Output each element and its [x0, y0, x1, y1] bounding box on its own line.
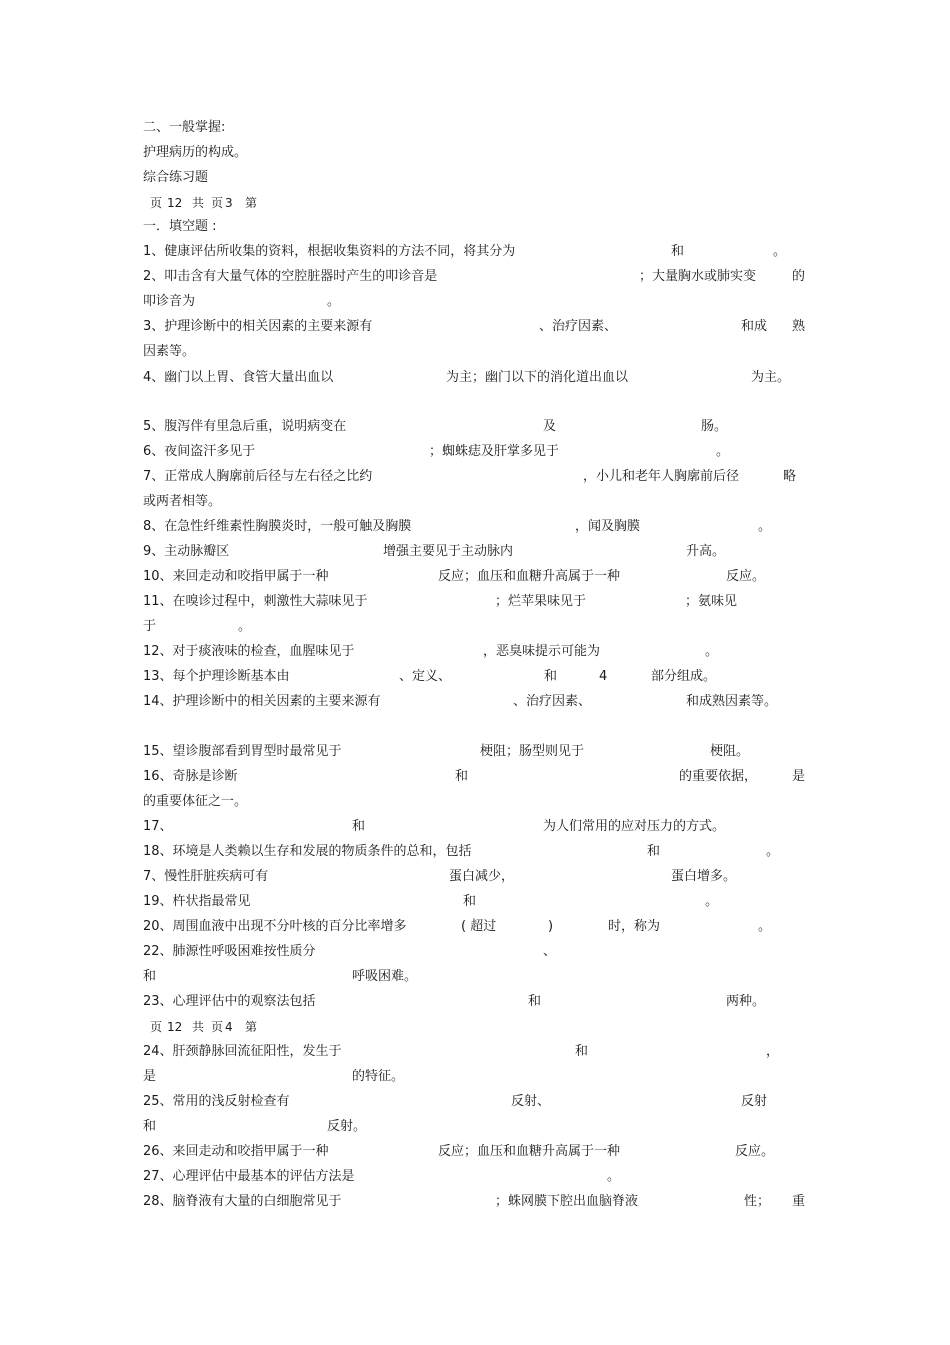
q7-text: 7、正常成人胸廓前后径与左右径之比约 — [143, 469, 373, 484]
q3-text: 3、护理诊断中的相关因素的主要来源有 — [143, 319, 373, 334]
q28-mid: ；蛛网膜下腔出血脑脊液 — [495, 1194, 639, 1209]
page-marker-gong: 共 — [192, 196, 205, 210]
q10-mid: 反应；血压和血糖升高属于一种 — [438, 569, 621, 584]
q3-he: 和成 — [741, 319, 768, 334]
q15-line — [143, 741, 808, 763]
q14-mid: 、治疗因素、 — [513, 694, 592, 709]
q24-end: 的特征。 — [352, 1069, 405, 1084]
q24-he: 和 — [575, 1044, 589, 1059]
q26-mid: 反应；血压和血糖升高属于一种 — [438, 1144, 621, 1159]
q7-text-2: 或两者相等。 — [143, 494, 222, 509]
q22-he: 和 — [143, 969, 157, 984]
q2-end: 。 — [327, 294, 341, 309]
section-title-line — [143, 216, 808, 238]
q2-text-2: 叩诊音为 — [143, 294, 196, 309]
q19-end: 。 — [705, 894, 719, 909]
q17-text: 17、 — [143, 819, 173, 834]
general-heading-line — [143, 117, 808, 139]
q5-line — [143, 416, 808, 438]
q20-close: ) — [548, 919, 554, 934]
q18-end: 。 — [766, 844, 780, 859]
page-marker-gong: 共 — [192, 1020, 205, 1034]
q25-line-2 — [143, 1116, 808, 1138]
q19-he: 和 — [463, 894, 477, 909]
q24-text: 24、肝颈静脉回流征阳性，发生于 — [143, 1044, 342, 1059]
q11-line — [143, 591, 808, 613]
q10-line — [143, 566, 808, 588]
q17-he: 和 — [352, 819, 366, 834]
page-marker-total: 12 — [167, 196, 183, 210]
q16-line — [143, 766, 808, 788]
q6-line — [143, 441, 808, 463]
q14-text: 14、护理诊断中的相关因素的主要来源有 — [143, 694, 381, 709]
q12-mid: ，恶臭味提示可能为 — [483, 644, 601, 659]
q3-line — [143, 316, 808, 338]
q28-xing: 性； — [744, 1194, 771, 1209]
q25-text: 25、常用的浅反射检查有 — [143, 1094, 290, 1109]
q16-mid: 的重要依据， — [679, 769, 758, 784]
page-marker-2 — [143, 1016, 808, 1038]
q28-line — [143, 1191, 808, 1213]
q27-text: 27、心理评估中最基本的评估方法是 — [143, 1169, 355, 1184]
q17-line — [143, 816, 808, 838]
q18-line — [143, 841, 808, 863]
q1-text: 1、健康评估所收集的资料，根据收集资料的方法不同，将其分为 — [143, 244, 516, 259]
q22-end: 呼吸困难。 — [352, 969, 418, 984]
q12-line — [143, 641, 808, 663]
q12-text: 12、对于痰液味的检查，血腥味见于 — [143, 644, 355, 659]
page-marker-label: 页 — [150, 196, 163, 210]
q8-text: 8、在急性纤维素性胸膜炎时，一般可触及胸膜 — [143, 519, 412, 534]
q13-he: 和 — [544, 669, 558, 684]
q26-text: 26、来回走动和咬指甲属于一种 — [143, 1144, 329, 1159]
q7b-end: 蛋白增多。 — [671, 869, 737, 884]
page-marker-label: 页 — [150, 1020, 163, 1034]
q20-paren: ( 超过 — [461, 919, 497, 934]
q9-text: 9、主动脉瓣区 — [143, 544, 230, 559]
q16-text: 16、奇脉是诊断 — [143, 769, 238, 784]
q2-de: 的 — [792, 269, 806, 284]
general-item-line — [143, 142, 808, 164]
page-marker-num: 3 — [225, 196, 233, 210]
q10-end: 反应。 — [726, 569, 766, 584]
q8-line — [143, 516, 808, 538]
q11-end: ；氨味见 — [685, 594, 738, 609]
q11-text: 11、在嗅诊过程中，刺激性大蒜味见于 — [143, 594, 368, 609]
q1-end: 。 — [773, 244, 787, 259]
q2-line — [143, 266, 808, 288]
q3-mid: 、治疗因素、 — [539, 319, 618, 334]
q4-text: 4、幽门以上胃、食管大量出血以 — [143, 370, 334, 385]
section-title: 一．填空题 : — [143, 219, 217, 234]
q22-line — [143, 941, 808, 963]
q13-line — [143, 666, 808, 688]
q3-text-2: 因素等。 — [143, 344, 196, 359]
q7-line — [143, 466, 808, 488]
q23-he: 和 — [528, 994, 542, 1009]
q4-line — [143, 367, 808, 389]
page-marker-di: 第 — [245, 1020, 258, 1034]
q17-end: 为人们常用的应对压力的方式。 — [543, 819, 726, 834]
q23-line — [143, 991, 808, 1013]
q25-mid: 反射、 — [511, 1094, 551, 1109]
q9-mid: 增强主要见于主动脉内 — [383, 544, 514, 559]
page-marker-ye: 页 — [211, 1020, 224, 1034]
q26-end: 反应。 — [735, 1144, 775, 1159]
q2-mid: ；大量胸水或肺实变 — [639, 269, 757, 284]
q24-shi: 是 — [143, 1069, 157, 1084]
q10-text: 10、来回走动和咬指甲属于一种 — [143, 569, 329, 584]
q5-end: 肠。 — [701, 419, 728, 434]
q7b-line — [143, 866, 808, 888]
q8-end: 。 — [758, 519, 772, 534]
q7-lue: 略 — [783, 469, 797, 484]
q5-text: 5、腹泻伴有里急后重，说明病变在 — [143, 419, 347, 434]
q8-mid: ，闻及胸膜 — [575, 519, 641, 534]
q3-line-2 — [143, 341, 808, 363]
page-marker-num: 4 — [225, 1020, 233, 1034]
page-marker-total: 12 — [167, 1020, 183, 1034]
q14-line — [143, 691, 808, 713]
q13-num: 4 — [599, 669, 608, 684]
page-marker-di: 第 — [245, 196, 258, 210]
q23-end: 两种。 — [726, 994, 766, 1009]
q15-end: 梗阻。 — [710, 744, 750, 759]
page-marker-1 — [143, 192, 808, 214]
q9-line — [143, 541, 808, 563]
q28-text: 28、脑脊液有大量的白细胞常见于 — [143, 1194, 342, 1209]
general-item: 护理病历的构成。 — [143, 145, 248, 160]
q22-text: 22、肺源性呼吸困难按性质分 — [143, 944, 316, 959]
q2-text: 2、叩击含有大量气体的空腔脏器时产生的叩诊音是 — [143, 269, 438, 284]
q11-end-2: 。 — [238, 619, 252, 634]
q13-text: 13、每个护理诊断基本由 — [143, 669, 290, 684]
q19-line — [143, 891, 808, 913]
q4-mid: 为主；幽门以下的消化道出血以 — [446, 370, 629, 385]
q27-end: 。 — [607, 1169, 621, 1184]
q16-shi: 是 — [792, 769, 806, 784]
q13-mid: 、定义、 — [399, 669, 452, 684]
q24-line — [143, 1041, 808, 1063]
q18-text: 18、环境是人类赖以生存和发展的物质条件的总和，包括 — [143, 844, 472, 859]
q25-he: 和 — [143, 1119, 157, 1134]
q1-line — [143, 241, 808, 263]
q20-line — [143, 916, 808, 938]
q5-ji: 及 — [543, 419, 557, 434]
q16-text-2: 的重要体征之一。 — [143, 794, 248, 809]
q11-text-2: 于 — [143, 619, 157, 634]
q15-mid: 梗阻；肠型则见于 — [480, 744, 585, 759]
q19-text: 19、杵状指最常见 — [143, 894, 251, 909]
q9-end: 升高。 — [686, 544, 726, 559]
q28-zhong: 重 — [792, 1194, 806, 1209]
q24-comma: ， — [766, 1044, 780, 1059]
q11-line-2 — [143, 616, 808, 638]
q6-end: 。 — [716, 444, 730, 459]
q7-mid: ，小儿和老年人胸廓前后径 — [583, 469, 740, 484]
q23-text: 23、心理评估中的观察法包括 — [143, 994, 316, 1009]
q2-line-2 — [143, 291, 808, 313]
q16-line-2 — [143, 791, 808, 813]
q15-text: 15、望诊腹部看到胃型时最常见于 — [143, 744, 342, 759]
exercise-title: 综合练习题 — [143, 170, 209, 185]
q16-he: 和 — [455, 769, 469, 784]
q25-fanshe: 反射 — [741, 1094, 768, 1109]
q7b-mid: 蛋白减少， — [449, 869, 515, 884]
q6-mid: ；蜘蛛痣及肝掌多见于 — [429, 444, 560, 459]
q18-he: 和 — [647, 844, 661, 859]
general-heading: 二、一般掌握: — [143, 120, 226, 135]
q27-line — [143, 1166, 808, 1188]
exercise-title-line — [143, 167, 808, 189]
q20-end: 。 — [758, 919, 772, 934]
q26-line — [143, 1141, 808, 1163]
q20-text: 20、周围血液中出现不分叶核的百分比率增多 — [143, 919, 407, 934]
q24-line-2 — [143, 1066, 808, 1088]
q1-he: 和 — [671, 244, 685, 259]
q25-end: 反射。 — [327, 1119, 367, 1134]
q13-end: 部分组成。 — [651, 669, 717, 684]
q6-text: 6、夜间盗汗多见于 — [143, 444, 256, 459]
q20-mid: 时，称为 — [608, 919, 661, 934]
page-marker-ye: 页 — [211, 196, 224, 210]
q7-line-2 — [143, 491, 808, 513]
q4-end: 为主。 — [751, 370, 791, 385]
q12-end: 。 — [705, 644, 719, 659]
q3-shu: 熟 — [792, 319, 806, 334]
q14-end: 和成熟因素等。 — [686, 694, 778, 709]
q7b-text: 7、慢性肝脏疾病可有 — [143, 869, 269, 884]
q22-line-2 — [143, 966, 808, 988]
q11-mid: ；烂苹果味见于 — [495, 594, 587, 609]
q25-line — [143, 1091, 808, 1113]
q22-mid: 、 — [543, 944, 557, 959]
